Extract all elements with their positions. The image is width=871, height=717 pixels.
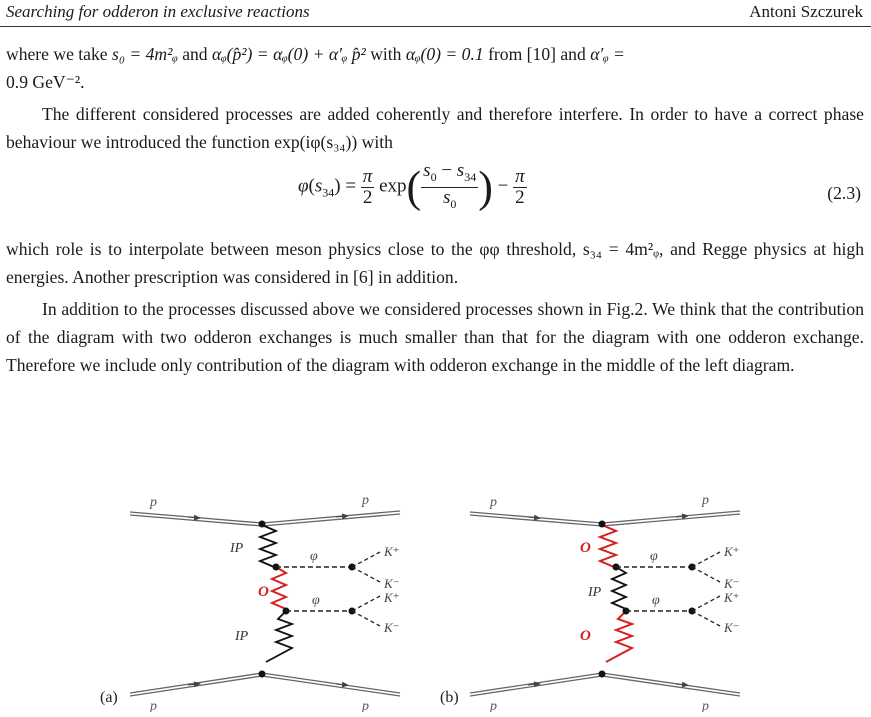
kp2-label: K⁺ [724,590,740,605]
p-bottom-left-label: p [490,699,497,712]
phi1-label: φ [650,549,658,564]
alpha0-value: αᵩ(0) = 0.1 [405,44,484,64]
paragraph-4: In addition to the processes discussed above we considered processes shown in Fig.2. We think that the contribution of the diagram with two odderon exchanges is much smaller than that for the diagram with one odderon exchange. Therefore we include only contribution of the diagram with odderon exchange in the middle of the left diagram. [6,299,864,375]
lower-proton-line [130,673,400,696]
alpha-prime-value: α′ᵩ = [590,44,625,64]
odderon-middle [272,567,286,609]
diagram-a-label: (a) [100,689,118,706]
phi1-label: φ [310,549,318,564]
equation-number: (2.3) [827,183,861,203]
odderon-label: O [258,584,269,600]
p-bottom-right-label: p [362,699,369,712]
km1-label: K⁻ [724,576,740,591]
pomeron-lower-label: IP [235,629,249,644]
p-top-left-label: p [490,495,497,510]
pomeron-upper-label: IP [230,541,244,556]
header-title: Searching for odderon in exclusive reactions [6,2,310,21]
equation-body: $\varphi(s_{34})$ = $\frac{\pi}{2}$ exp( $\frac{s_0 - s_{34}}{s_0}$ ) − $\frac{\pi}{2}$ [298,160,525,212]
header-rule [0,26,871,27]
km2-label: K⁻ [384,620,400,635]
running-header [0,0,871,24]
header-author: Antoni Szczurek [749,2,863,21]
feynman-diagram-a [100,490,430,712]
pomeron-label: IP [588,585,602,600]
odderon-upper [600,525,616,567]
p-top-right-label: p [362,493,369,508]
kp2-label: K⁺ [384,590,400,605]
kp1-label: K⁺ [724,544,740,559]
km2-label: K⁻ [724,620,740,635]
lower-proton-line [470,673,740,696]
diagram-b-label: (b) [440,689,459,706]
odderon-upper-label: O [580,540,591,556]
paragraph-1: where we take s₀ = 4m²ᵩ and αᵩ(p̂²) = αᵩ(0) + α′ᵩ p̂² with αᵩ(0) = 0.1 from [10] and α′ᵩ = 0.9 GeV⁻². [6,44,625,92]
paragraph-2: The different considered processes are added coherently and therefore interfere. In order to have a correct phase behaviour we introduced the function exp(iφ(s₃₄)) with [6,104,864,152]
p-top-right-label: p [702,493,709,508]
p-bottom-right-label: p [702,699,709,712]
s0-definition: s₀ = 4m²ᵩ [112,44,178,64]
alpha-definition: αᵩ(p̂²) = αᵩ(0) + α′ᵩ p̂² [212,44,366,64]
phi2-label: φ [312,593,320,608]
pomeron-middle [612,567,626,609]
equation-2-3 [0,161,871,221]
feynman-diagram-b [440,490,770,712]
km1-label: K⁻ [384,576,400,591]
pomeron-upper [260,525,276,567]
paragraph-3: which role is to interpolate between meson physics close to the φφ threshold, s₃₄ = 4m²ᵩ, and Regge physics at high energies. Another prescription was considered in [6] in addition. [6,239,864,287]
odderon-lower [606,611,632,662]
phi2-label: φ [652,593,660,608]
p-top-left-label: p [150,495,157,510]
p-bottom-left-label: p [150,699,157,712]
alpha-prime-units: 0.9 GeV⁻². [6,72,85,92]
kp1-label: K⁺ [384,544,400,559]
odderon-lower-label: O [580,628,591,644]
pomeron-lower [266,611,292,662]
